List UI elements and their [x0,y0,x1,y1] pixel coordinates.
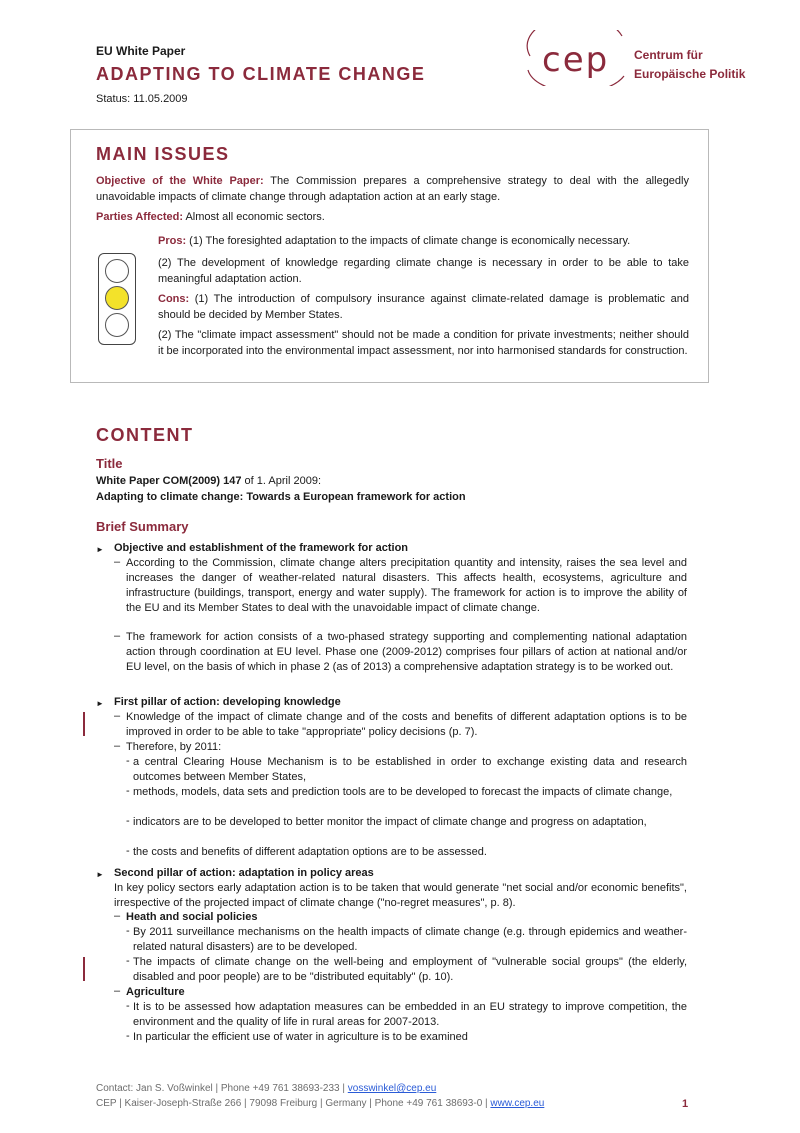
hyphen-bullet: - [126,755,130,767]
section-1-paragraph-2: The framework for action consists of a two-phased strategy supporting and complementing national adaptation action through coordination at EU level. Phase one (2009-2012) comprises four pillars of action at national and/or EU level, on the basis of which in phase 2 (as of 2013) a comprehensive adaptation strategy is to be worked out. [126,631,687,673]
contact-email-link[interactable]: vosswinkel@cep.eu [347,1083,437,1094]
pros-2-paragraph: (2) The development of knowledge regarding climate change is necessary in order to be able to take meaningful adaptation action. [158,257,689,285]
footer-contact [96,1083,436,1094]
footer-contact-text: Contact: Jan S. Voßwinkel | Phone +49 761 38693-233 | [96,1083,348,1094]
document-title: ADAPTING TO CLIMATE CHANGE [96,64,426,84]
objective-label: Objective of the White Paper: [96,175,264,187]
bullet-triangle-icon: ► [96,699,104,708]
footer-address-text: CEP | Kaiser-Joseph-Straße 266 | 79098 Freiburg | Germany | Phone +49 761 38693-0 | [96,1098,491,1109]
section-3-sub-2-heading: Agriculture [126,986,185,998]
logo-wordmark: cep [542,40,610,80]
cons-label: Cons: [158,293,190,305]
section-3-heading: Second pillar of action: adaptation in policy areas [114,867,374,879]
logo-name-line-2: Europäische Politik [634,67,746,81]
parties-label: Parties Affected: [96,211,184,223]
brief-summary-subheading: Brief Summary [96,519,189,534]
title-line-1 [96,474,696,489]
section-3-sub-1-heading: Heath and social policies [126,911,258,923]
traffic-light-bottom-lamp [105,313,129,337]
objective-text: The Commission prepares a comprehensive strategy to deal with the allegedly unavoidable impacts of climate change through adaptation action at an early stage. [96,175,689,203]
hyphen-bullet: - [126,845,130,857]
cons-2-paragraph: (2) The "climate impact assessment" should not be made a condition for private investments; neither should it be incorporated into the environmental impact assessment, nor into harmonised standards for construction. [158,329,689,357]
title-reference: White Paper COM(2009) 147 [96,475,242,487]
dash-bullet: – [114,710,121,722]
logo-organisation-name [634,46,745,84]
title-line-2: Adapting to climate change: Towards a European framework for action [96,491,466,503]
section-3-sub-1-item-1: By 2011 surveillance mechanisms on the health impacts of climate change (e.g. through epidemics and weather-related natural disasters) are to be developed. [133,926,687,953]
dash-bullet: – [114,630,121,642]
title-date: of 1. April 2009: [241,475,321,487]
section-3-sub-2-item-2: In particular the efficient use of water in agriculture is to be examined [133,1031,468,1043]
content-heading: CONTENT [96,425,194,445]
main-issues-heading: MAIN ISSUES [96,144,230,164]
cep-logo [522,30,762,86]
cons-1-text: (1) The introduction of compulsory insurance against climate-related damage is problematic and should be decided by Member States. [158,293,689,321]
section-3-sub-2-item-1: It is to be assessed how adaptation measures can be embedded in an EU strategy to improve competition, the environment and the quality of life in rural areas for 2007-2013. [133,1001,687,1028]
section-1-heading: Objective and establishment of the framework for action [114,542,409,554]
section-2-item-4: the costs and benefits of different adaptation options are to be assessed. [133,846,487,858]
hyphen-bullet: - [126,815,130,827]
section-2-item-3: indicators are to be developed to better monitor the impact of climate change and progress on adaptation, [133,816,647,828]
cons-1-paragraph [158,292,689,323]
website-link[interactable]: www.cep.eu [490,1098,545,1109]
title-subheading: Title [96,456,123,471]
dash-bullet: – [114,556,121,568]
document-type: EU White Paper [96,44,186,58]
dash-bullet: – [114,910,121,922]
traffic-light-top-lamp [105,259,129,283]
hyphen-bullet: - [126,955,130,967]
hyphen-bullet: - [126,785,130,797]
hyphen-bullet: - [126,925,130,937]
change-marker [83,712,85,736]
logo-name-line-1: Centrum für [634,48,703,62]
section-2-paragraph-2: Therefore, by 2011: [126,741,222,753]
page-number: 1 [682,1098,689,1110]
parties-text: Almost all economic sectors. [183,211,325,223]
traffic-light-yellow-lamp [105,286,129,310]
bullet-triangle-icon: ► [96,545,104,554]
hyphen-bullet: - [126,1030,130,1042]
document-status: Status: 11.05.2009 [96,93,188,105]
section-2-item-2: methods, models, data sets and prediction tools are to be developed to forecast the impacts of climate change, [133,786,673,798]
pros-1-paragraph [158,234,689,250]
section-1-paragraph-1: According to the Commission, climate change alters precipitation quantity and intensity, raises the sea level and increases the danger of weather-related natural disasters. This affects health, ecosystems, agriculture and infrastructure (buildings, transport, energy and water supply). The framework for action is to improve the ability of the EU and its Member States to deal with the unavoidable impact of climate change. [126,557,687,614]
objective-paragraph [96,174,689,205]
section-3-sub-1-item-2: The impacts of climate change on the well-being and employment of "vulnerable social groups" (the elderly, disabled and poor people) are to be "distributed equitably" (p. 10). [133,956,687,983]
section-2-paragraph-1: Knowledge of the impact of climate change and of the costs and benefits of different adaptation options is to be improved in order to be able to take "appropriate" policy decisions (p. 7). [126,711,687,738]
section-3-intro: In key policy sectors early adaptation action is to be taken that would generate "net social and/or economic benefits", irrespective of the projected impact of climate change ("no-regret measures", p. 8). [114,882,687,909]
change-marker [83,957,85,981]
footer-address [96,1098,544,1109]
section-2-item-1: a central Clearing House Mechanism is to be established in order to exchange existing data and research outcomes between Member States, [133,756,687,783]
parties-paragraph [96,210,689,226]
pros-1-text: (1) The foresighted adaptation to the impacts of climate change is economically necessary. [186,235,631,247]
pros-label: Pros: [158,235,187,247]
hyphen-bullet: - [126,1000,130,1012]
section-2-heading: First pillar of action: developing knowledge [114,696,341,708]
bullet-triangle-icon: ► [96,870,104,879]
traffic-light-icon [98,253,136,345]
main-issues-box [70,129,709,383]
dash-bullet: – [114,740,121,752]
dash-bullet: – [114,985,121,997]
